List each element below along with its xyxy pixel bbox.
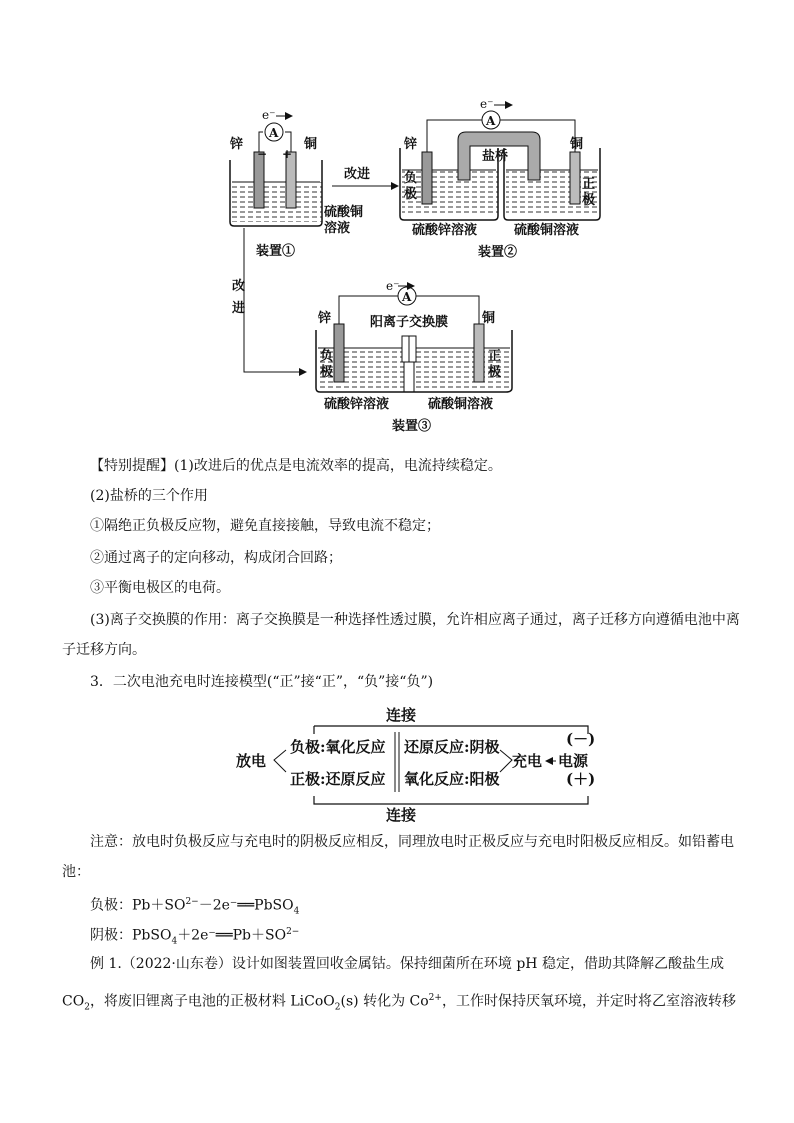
electron-label-2: e⁻ — [480, 97, 494, 111]
salt-bridge-label: 盐桥 — [482, 149, 509, 164]
copper-electrode-3 — [474, 324, 484, 382]
solution-label-2: 溶液 — [324, 221, 351, 236]
reduction-cathode: 还原反应:阴极 — [404, 738, 500, 756]
copper-label-2: 铜 — [570, 137, 584, 152]
example-mid: ，将废旧锂离子电池的正极材料 LiCoO — [89, 993, 335, 1010]
salt-bridge-item-2: ②通过离子的定向移动，构成闭合回路； — [90, 550, 342, 566]
solution-label: 硫酸铜 — [324, 205, 364, 220]
co2-text: CO — [62, 993, 85, 1010]
membrane-label: 阳离子交换膜 — [370, 315, 449, 330]
zinc-label-3: 锌 — [318, 311, 332, 326]
ammeter-label: A — [269, 126, 279, 140]
positive-label-2: 极 — [582, 193, 596, 208]
copper-label-3: 铜 — [482, 311, 496, 326]
membrane-text-2: 子迁移方向。 — [62, 642, 146, 658]
cathode-equation — [90, 922, 299, 951]
licoo2-sub: 2 — [334, 1002, 341, 1013]
znso4-label: 硫酸锌溶液 — [412, 223, 478, 238]
neg-eq-part: 负极：Pb＋SO — [90, 897, 186, 914]
cuso4-label-3: 硫酸铜溶液 — [428, 397, 494, 412]
copper-electrode-2 — [570, 152, 580, 204]
plus-sign: + — [282, 147, 293, 161]
cathode-eq-rest: ＋2e⁻══Pb＋SO — [177, 927, 287, 944]
positive-label: 正 — [582, 177, 596, 192]
power-source-label: 电源 — [558, 752, 589, 770]
device-2 — [400, 97, 600, 260]
salt-bridge-title: (2)盐桥的三个作用 — [90, 488, 208, 504]
example-end: ，工作时保持厌氧环境，并定时将乙室溶液转移 — [441, 993, 736, 1010]
zinc-electrode-2 — [422, 152, 432, 204]
salt-bridge-item-3: ③平衡电极区的电荷。 — [90, 580, 230, 596]
copper-label: 铜 — [304, 137, 318, 152]
ammeter-label-3: A — [402, 290, 412, 304]
cuso4-label: 硫酸铜溶液 — [514, 223, 580, 238]
note-line-2: 池： — [62, 864, 90, 880]
minus-sign: − — [257, 147, 268, 161]
cathode-eq-sub: 4 — [171, 936, 178, 947]
example-s: (s) 转化为 Co — [340, 993, 429, 1010]
positive-label-3: 正 — [488, 349, 502, 364]
improve-down-1: 改 — [232, 279, 246, 294]
caption-device-2: 装置② — [478, 245, 518, 260]
example-line-2 — [62, 988, 736, 1017]
negative-label: 负 — [404, 171, 418, 186]
section-3-title: 3．二次电池充电时连接模型(“正”接“正”，“负”接“负”) — [90, 674, 434, 690]
bottom-connect-label: 连接 — [386, 806, 417, 824]
device-3 — [316, 279, 512, 434]
positive-reduction: 正极:还原反应 — [290, 770, 386, 788]
negative-label-3b: 极 — [320, 365, 334, 380]
improve-label: 改进 — [344, 167, 371, 182]
neg-eq-rest: －2e⁻══PbSO — [198, 897, 294, 914]
example-line-1: 例 1.（2022·山东卷）设计如图装置回收金属钴。保持细菌所在环境 pH 稳定，借助其降解乙酸盐生成 — [90, 956, 724, 972]
salt-bridge-item-1: ①隔绝正负极反应物，避免直接接触，导致电流不稳定； — [90, 518, 440, 534]
negative-oxidation: 负极:氧化反应 — [290, 738, 386, 756]
cathode-eq-sup: 2− — [286, 927, 300, 937]
improve-down-2: 进 — [232, 301, 246, 316]
neg-eq-sup: 2− — [185, 897, 199, 907]
zinc-label-2: 锌 — [404, 137, 418, 152]
electrochemistry-figure — [0, 0, 794, 440]
note-line-1: 注意：放电时负极反应与充电时的阴极反应相反，同理放电时正极反应与充电时阳极反应相反。如铅蓄电 — [90, 834, 734, 850]
electron-label: e⁻ — [262, 108, 276, 122]
electron-label-3: e⁻ — [386, 279, 400, 293]
positive-label-3b: 极 — [488, 365, 502, 380]
top-connect-label: 连接 — [386, 706, 417, 724]
minus-terminal: (－) — [566, 730, 596, 748]
charge-label: 充电 — [512, 752, 543, 770]
device1-solution — [232, 182, 322, 222]
oxidation-anode: 氧化反应:阳极 — [404, 770, 500, 788]
special-tip: 【特别提醒】(1)改进后的优点是电流效率的提高，电流持续稳定。 — [90, 458, 502, 474]
co-sup: 2+ — [428, 993, 442, 1003]
caption-device-1: 装置① — [256, 244, 296, 259]
device-1 — [229, 108, 363, 259]
discharge-label: 放电 — [236, 752, 267, 770]
znso4-label-3: 硫酸锌溶液 — [324, 397, 390, 412]
zinc-label: 锌 — [230, 137, 244, 152]
neg-eq-sub: 4 — [293, 906, 300, 917]
co2-sub: 2 — [84, 1002, 90, 1013]
charge-connection-scheme — [0, 700, 794, 825]
negative-electrode-equation — [90, 892, 299, 921]
zinc-electrode-3 — [334, 324, 344, 382]
negative-label-3: 负 — [320, 349, 334, 364]
caption-device-3: 装置③ — [392, 419, 432, 434]
ammeter-label-2: A — [486, 114, 496, 128]
membrane-text-1: (3)离子交换膜的作用：离子交换膜是一种选择性透过膜，允许相应离子通过，离子迁移方向遵循电池中离 — [90, 612, 740, 628]
negative-label-2: 极 — [404, 187, 418, 202]
cathode-eq-part: 阴极：PbSO — [90, 927, 172, 944]
plus-terminal: (＋) — [566, 770, 596, 788]
